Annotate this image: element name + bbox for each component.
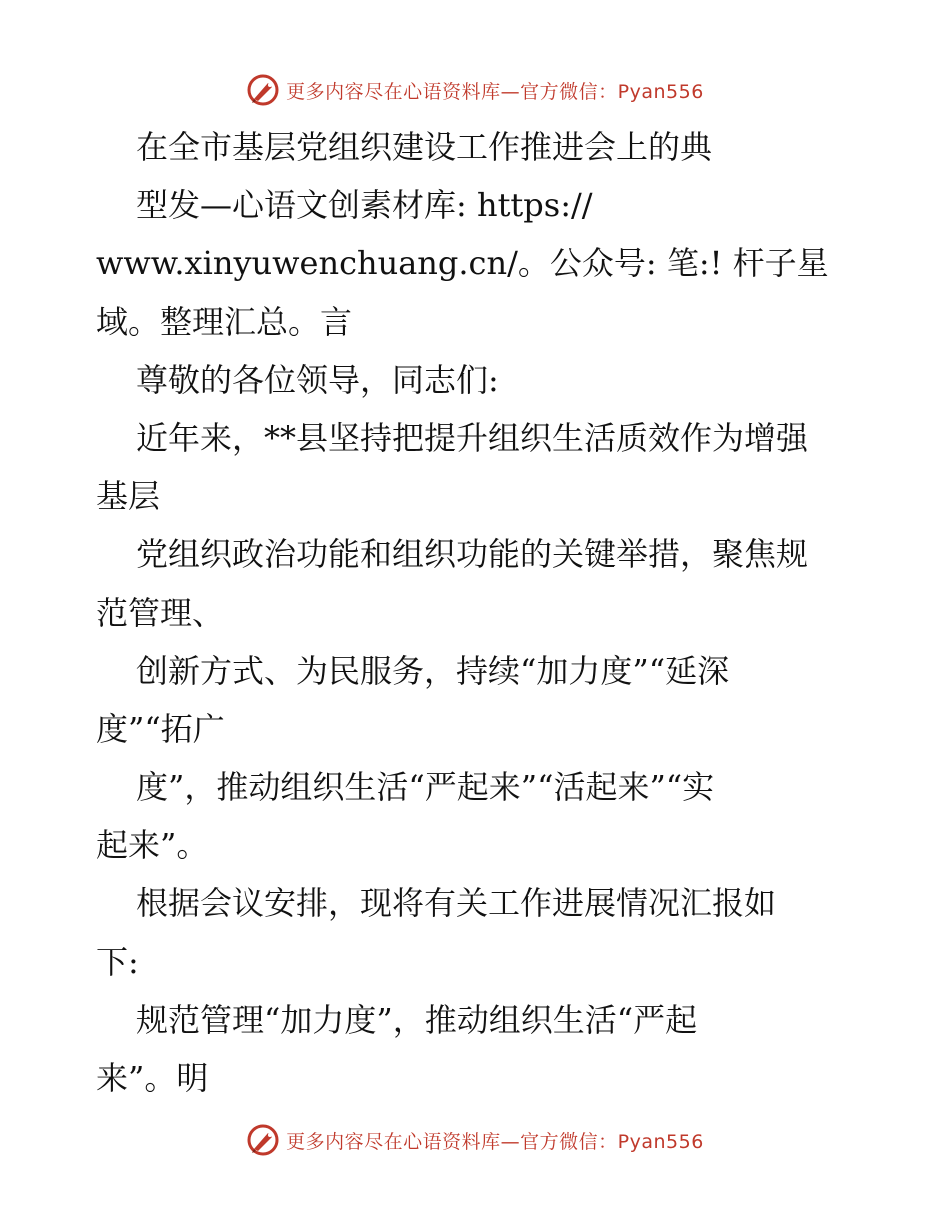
body-text-line: 域。整理汇总。言 [96,302,353,341]
body-text-line: 下: [96,942,139,981]
header-banner-contact: 官方微信：Pyan556 [520,80,704,103]
body-text-line: 度”“拓广 [96,709,225,748]
body-text-line: 基层 [96,477,161,516]
body-text-line: 近年来，**县坚持把提升组织生活质效作为增强 [136,418,809,457]
body-text-line: 度”，推动组织生活“严起来”“活起来”“实 [136,768,715,807]
footer-banner-text [286,1127,704,1154]
body-text-line: 规范管理“加力度”，推动组织生活“严起 [136,1000,698,1039]
header-banner-title: 更多内容尽在心语资料库 [286,80,501,103]
footer-banner-separator: — [500,1130,521,1153]
body-text-line: www.xinyuwenchuang.cn/。公众号: 笔:! 杆子星 [96,244,829,283]
footer-banner [0,1120,950,1160]
body-text-line: 来”。明 [96,1059,209,1097]
body-text-line: 在全市基层党组织建设工作推进会上的典 [136,128,713,166]
body-text-line: 起来”。 [96,826,209,865]
header-banner-text [286,77,704,104]
document-body [96,118,866,1107]
pen-logo-icon [246,73,280,107]
body-text-line: 党组织政治功能和组织功能的关键举措，聚焦规 [136,535,809,574]
body-text-line: 创新方式、为民服务，持续“加力度”“延深 [136,651,730,690]
body-text-line: 根据会议安排，现将有关工作进展情况汇报如 [136,884,777,923]
header-banner-separator: — [500,80,521,103]
header-banner [0,70,950,110]
body-text-line: 范管理、 [96,593,225,632]
body-text-line: 型发—心语文创素材库: https:// [136,186,593,225]
pen-logo-icon [246,1123,280,1157]
footer-banner-title: 更多内容尽在心语资料库 [286,1130,501,1153]
body-text-line: 尊敬的各位领导，同志们: [136,360,499,399]
footer-banner-contact: 官方微信：Pyan556 [520,1130,704,1153]
